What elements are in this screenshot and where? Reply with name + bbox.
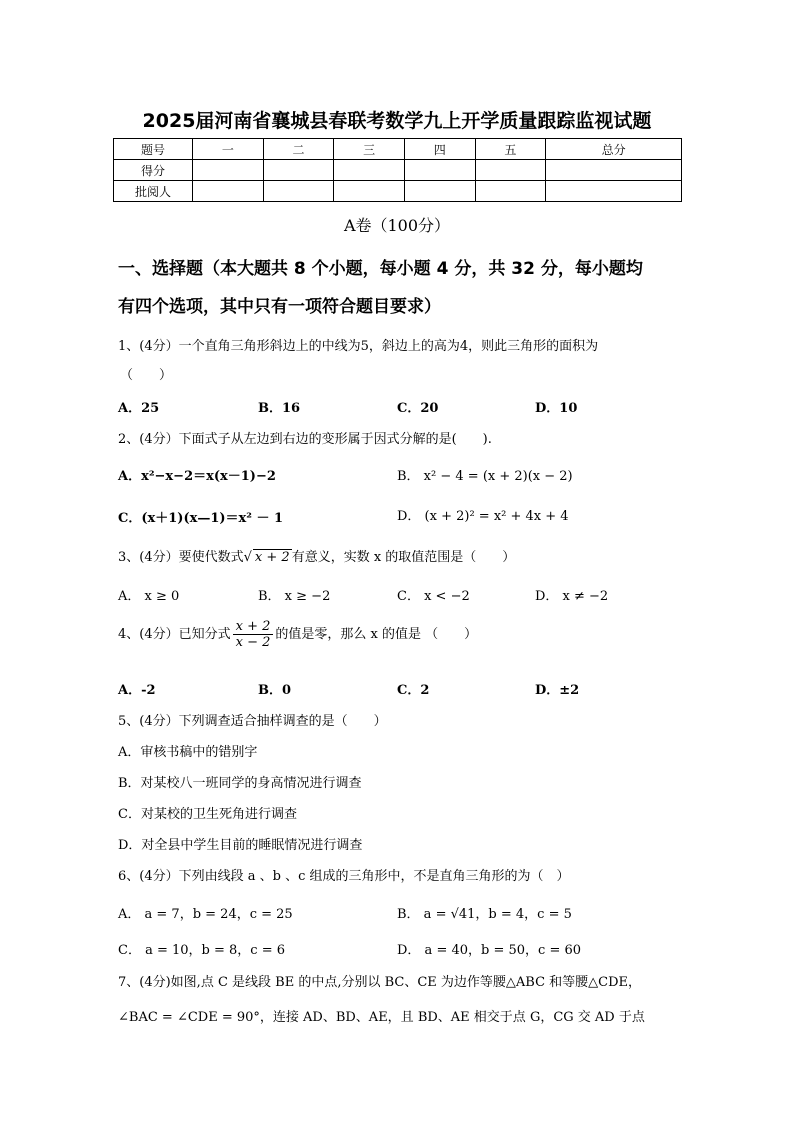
question-1-stem: 1、(4分）一个直角三角形斜边上的中线为5，斜边上的高为4，则此三角形的面积为 bbox=[118, 339, 599, 354]
q4-option-b[interactable]: B．0 bbox=[258, 683, 292, 698]
q2-option-c[interactable]: C．(x＋1)(x—1)＝x² － 1 bbox=[118, 511, 284, 526]
q2-option-a[interactable]: A．x²−x−2＝x(x－1)−2 bbox=[118, 469, 276, 484]
row-label: 得分 bbox=[114, 160, 193, 181]
header-cell: 总分 bbox=[546, 139, 682, 160]
q1-option-d[interactable]: D．10 bbox=[535, 401, 578, 416]
q4-stem-post: 的值是零，那么 x 的值是 （ ） bbox=[275, 627, 478, 642]
q4-option-c[interactable]: C．2 bbox=[397, 683, 430, 698]
section1-heading bbox=[118, 250, 688, 326]
q4-denominator: x − 2 bbox=[235, 635, 271, 650]
sqrt-sign: √ bbox=[243, 550, 252, 565]
grader-row bbox=[114, 181, 682, 202]
score-cell[interactable] bbox=[546, 160, 682, 181]
score-cell[interactable] bbox=[193, 160, 264, 181]
question-5-stem: 5、(4分）下列调查适合抽样调查的是（ ） bbox=[118, 714, 387, 729]
q5-option-b[interactable]: B．对某校八一班同学的身高情况进行调查 bbox=[118, 776, 362, 791]
q3-option-d[interactable]: D． x ≠ −2 bbox=[535, 589, 609, 604]
question-3-stem bbox=[118, 546, 515, 565]
q3-stem-post: 有意义，实数 x 的取值范围是（ ） bbox=[291, 550, 516, 565]
header-cell: 二 bbox=[263, 139, 334, 160]
question-6-stem: 6、(4分）下列由线段 a 、b 、c 组成的三角形中，不是直角三角形的为（ ） bbox=[118, 869, 570, 884]
q2-option-d[interactable]: D． (x + 2)² = x² + 4x + 4 bbox=[397, 509, 569, 524]
question-7-line2: ∠BAC = ∠CDE = 90°，连接 AD、BD、AE，且 BD、AE 相交于点 G，CG 交 AD 于点 bbox=[118, 1010, 645, 1025]
q4-option-d[interactable]: D．±2 bbox=[535, 683, 580, 698]
header-cell: 三 bbox=[334, 139, 405, 160]
q3-option-a[interactable]: A． x ≥ 0 bbox=[118, 589, 180, 604]
section1-heading-line2: 有四个选项，其中只有一项符合题目要求） bbox=[118, 297, 441, 317]
question-7-line1: 7、(4分)如图,点 C 是线段 BE 的中点,分别以 BC、CE 为边作等腰△ABC 和等腰△CDE， bbox=[118, 975, 642, 990]
grader-cell[interactable] bbox=[546, 181, 682, 202]
q6-option-b[interactable]: B． a = √41，b = 4，c = 5 bbox=[397, 907, 572, 922]
header-cell: 题号 bbox=[114, 139, 193, 160]
q4-stem-pre: 4、(4分）已知分式 bbox=[118, 627, 231, 642]
q5-option-c[interactable]: C．对某校的卫生死角进行调查 bbox=[118, 807, 297, 822]
grader-cell[interactable] bbox=[404, 181, 475, 202]
header-cell: 四 bbox=[404, 139, 475, 160]
score-table bbox=[113, 138, 682, 202]
section-a-heading: A卷（100分） bbox=[343, 216, 451, 235]
q5-option-a[interactable]: A．审核书稿中的错别字 bbox=[118, 745, 258, 760]
score-cell[interactable] bbox=[263, 160, 334, 181]
grader-cell[interactable] bbox=[475, 181, 546, 202]
q3-option-c[interactable]: C． x < −2 bbox=[397, 589, 470, 604]
score-cell[interactable] bbox=[404, 160, 475, 181]
q6-option-a[interactable]: A． a = 7，b = 24，c = 25 bbox=[118, 907, 293, 922]
q3-stem-pre: 3、(4分）要使代数式 bbox=[118, 550, 244, 565]
q6-option-d[interactable]: D． a = 40，b = 50，c = 60 bbox=[397, 943, 582, 958]
score-cell[interactable] bbox=[334, 160, 405, 181]
section1-heading-line1: 一、选择题（本大题共 8 个小题，每小题 4 分，共 32 分，每小题均 bbox=[118, 259, 643, 279]
q4-option-a[interactable]: A．-2 bbox=[118, 683, 156, 698]
question-1-paren: （ ） bbox=[120, 368, 173, 383]
question-4-stem bbox=[118, 619, 477, 650]
exam-title: 2025届河南省襄城县春联考数学九上开学质量跟踪监视试题 bbox=[142, 110, 652, 132]
q4-fraction bbox=[233, 619, 274, 650]
header-cell: 一 bbox=[193, 139, 264, 160]
q1-option-c[interactable]: C．20 bbox=[397, 401, 439, 416]
grader-cell[interactable] bbox=[193, 181, 264, 202]
question-2-stem: 2、(4分）下面式子从左边到右边的变形属于因式分解的是( ). bbox=[118, 432, 492, 447]
q3-radicand: x + 2 bbox=[254, 550, 290, 565]
score-table-header-row bbox=[114, 139, 682, 160]
q1-option-b[interactable]: B．16 bbox=[258, 401, 301, 416]
grader-cell[interactable] bbox=[334, 181, 405, 202]
row-label: 批阅人 bbox=[114, 181, 193, 202]
q1-option-a[interactable]: A．25 bbox=[118, 401, 160, 416]
q6-option-c[interactable]: C． a = 10，b = 8，c = 6 bbox=[118, 943, 285, 958]
q3-option-b[interactable]: B． x ≥ −2 bbox=[258, 589, 331, 604]
q2-option-b[interactable]: B． x² − 4 = (x + 2)(x − 2) bbox=[397, 469, 573, 484]
grader-cell[interactable] bbox=[263, 181, 334, 202]
q4-numerator: x + 2 bbox=[233, 619, 274, 635]
header-cell: 五 bbox=[475, 139, 546, 160]
q5-option-d[interactable]: D．对全县中学生目前的睡眠情况进行调查 bbox=[118, 838, 363, 853]
score-cell[interactable] bbox=[475, 160, 546, 181]
score-row bbox=[114, 160, 682, 181]
